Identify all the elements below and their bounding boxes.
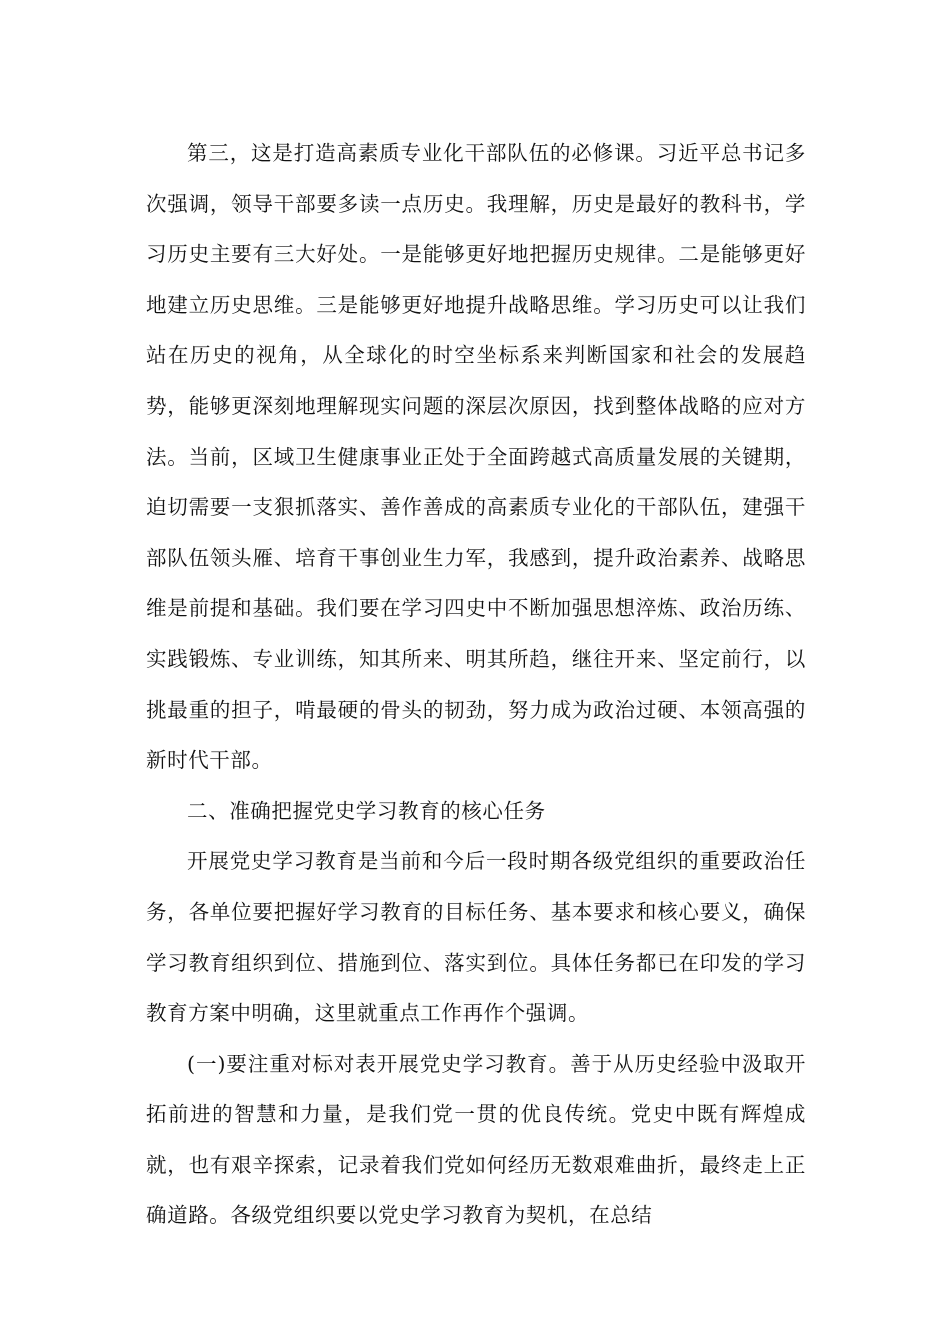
document-body — [146, 128, 806, 1241]
paragraph-third-point: 第三，这是打造高素质专业化干部队伍的必修课。习近平总书记多次强调，领导干部要多读一点历史。我理解，历史是最好的教科书，学习历史主要有三大好处。一是能够更好地把握历史规律。二是能够更好地建立历史思维。三是能够更好地提升战略思维。学习历史可以让我们站在历史的视角，从全球化的时空坐标系来判断国家和社会的发展趋势，能够更深刻地理解现实问题的深层次原因，找到整体战略的应对方法。当前，区域卫生健康事业正处于全面跨越式高质量发展的关键期，迫切需要一支狠抓落实、善作善成的高素质专业化的干部队伍，建强干部队伍领头雁、培育干事创业生力军，我感到，提升政治素养、战略思维是前提和基础。我们要在学习四史中不断加强思想淬炼、政治历练、实践锻炼、专业训练，知其所来、明其所趋，继往开来、坚定前行，以挑最重的担子，啃最硬的骨头的韧劲，努力成为政治过硬、本领高强的新时代干部。 — [146, 141, 806, 773]
section-heading-two: 二、准确把握党史学习教育的核心任务 — [187, 798, 546, 823]
paragraph-point-one: (一)要注重对标对表开展党史学习教育。善于从历史经验中汲取开拓前进的智慧和力量，是我们党一贯的优良传统。党史中既有辉煌成就，也有艰辛探索，记录着我们党如何经历无数艰难曲折，最终走上正确道路。各级党组织要以党史学习教育为契机，在总结 — [146, 1051, 806, 1228]
paragraph-task-overview: 开展党史学习教育是当前和今后一段时期各级党组织的重要政治任务，各单位要把握好学习教育的目标任务、基本要求和核心要义，确保学习教育组织到位、措施到位、落实到位。具体任务都已在印发的学习教育方案中明确，这里就重点工作再作个强调。 — [146, 849, 806, 1026]
